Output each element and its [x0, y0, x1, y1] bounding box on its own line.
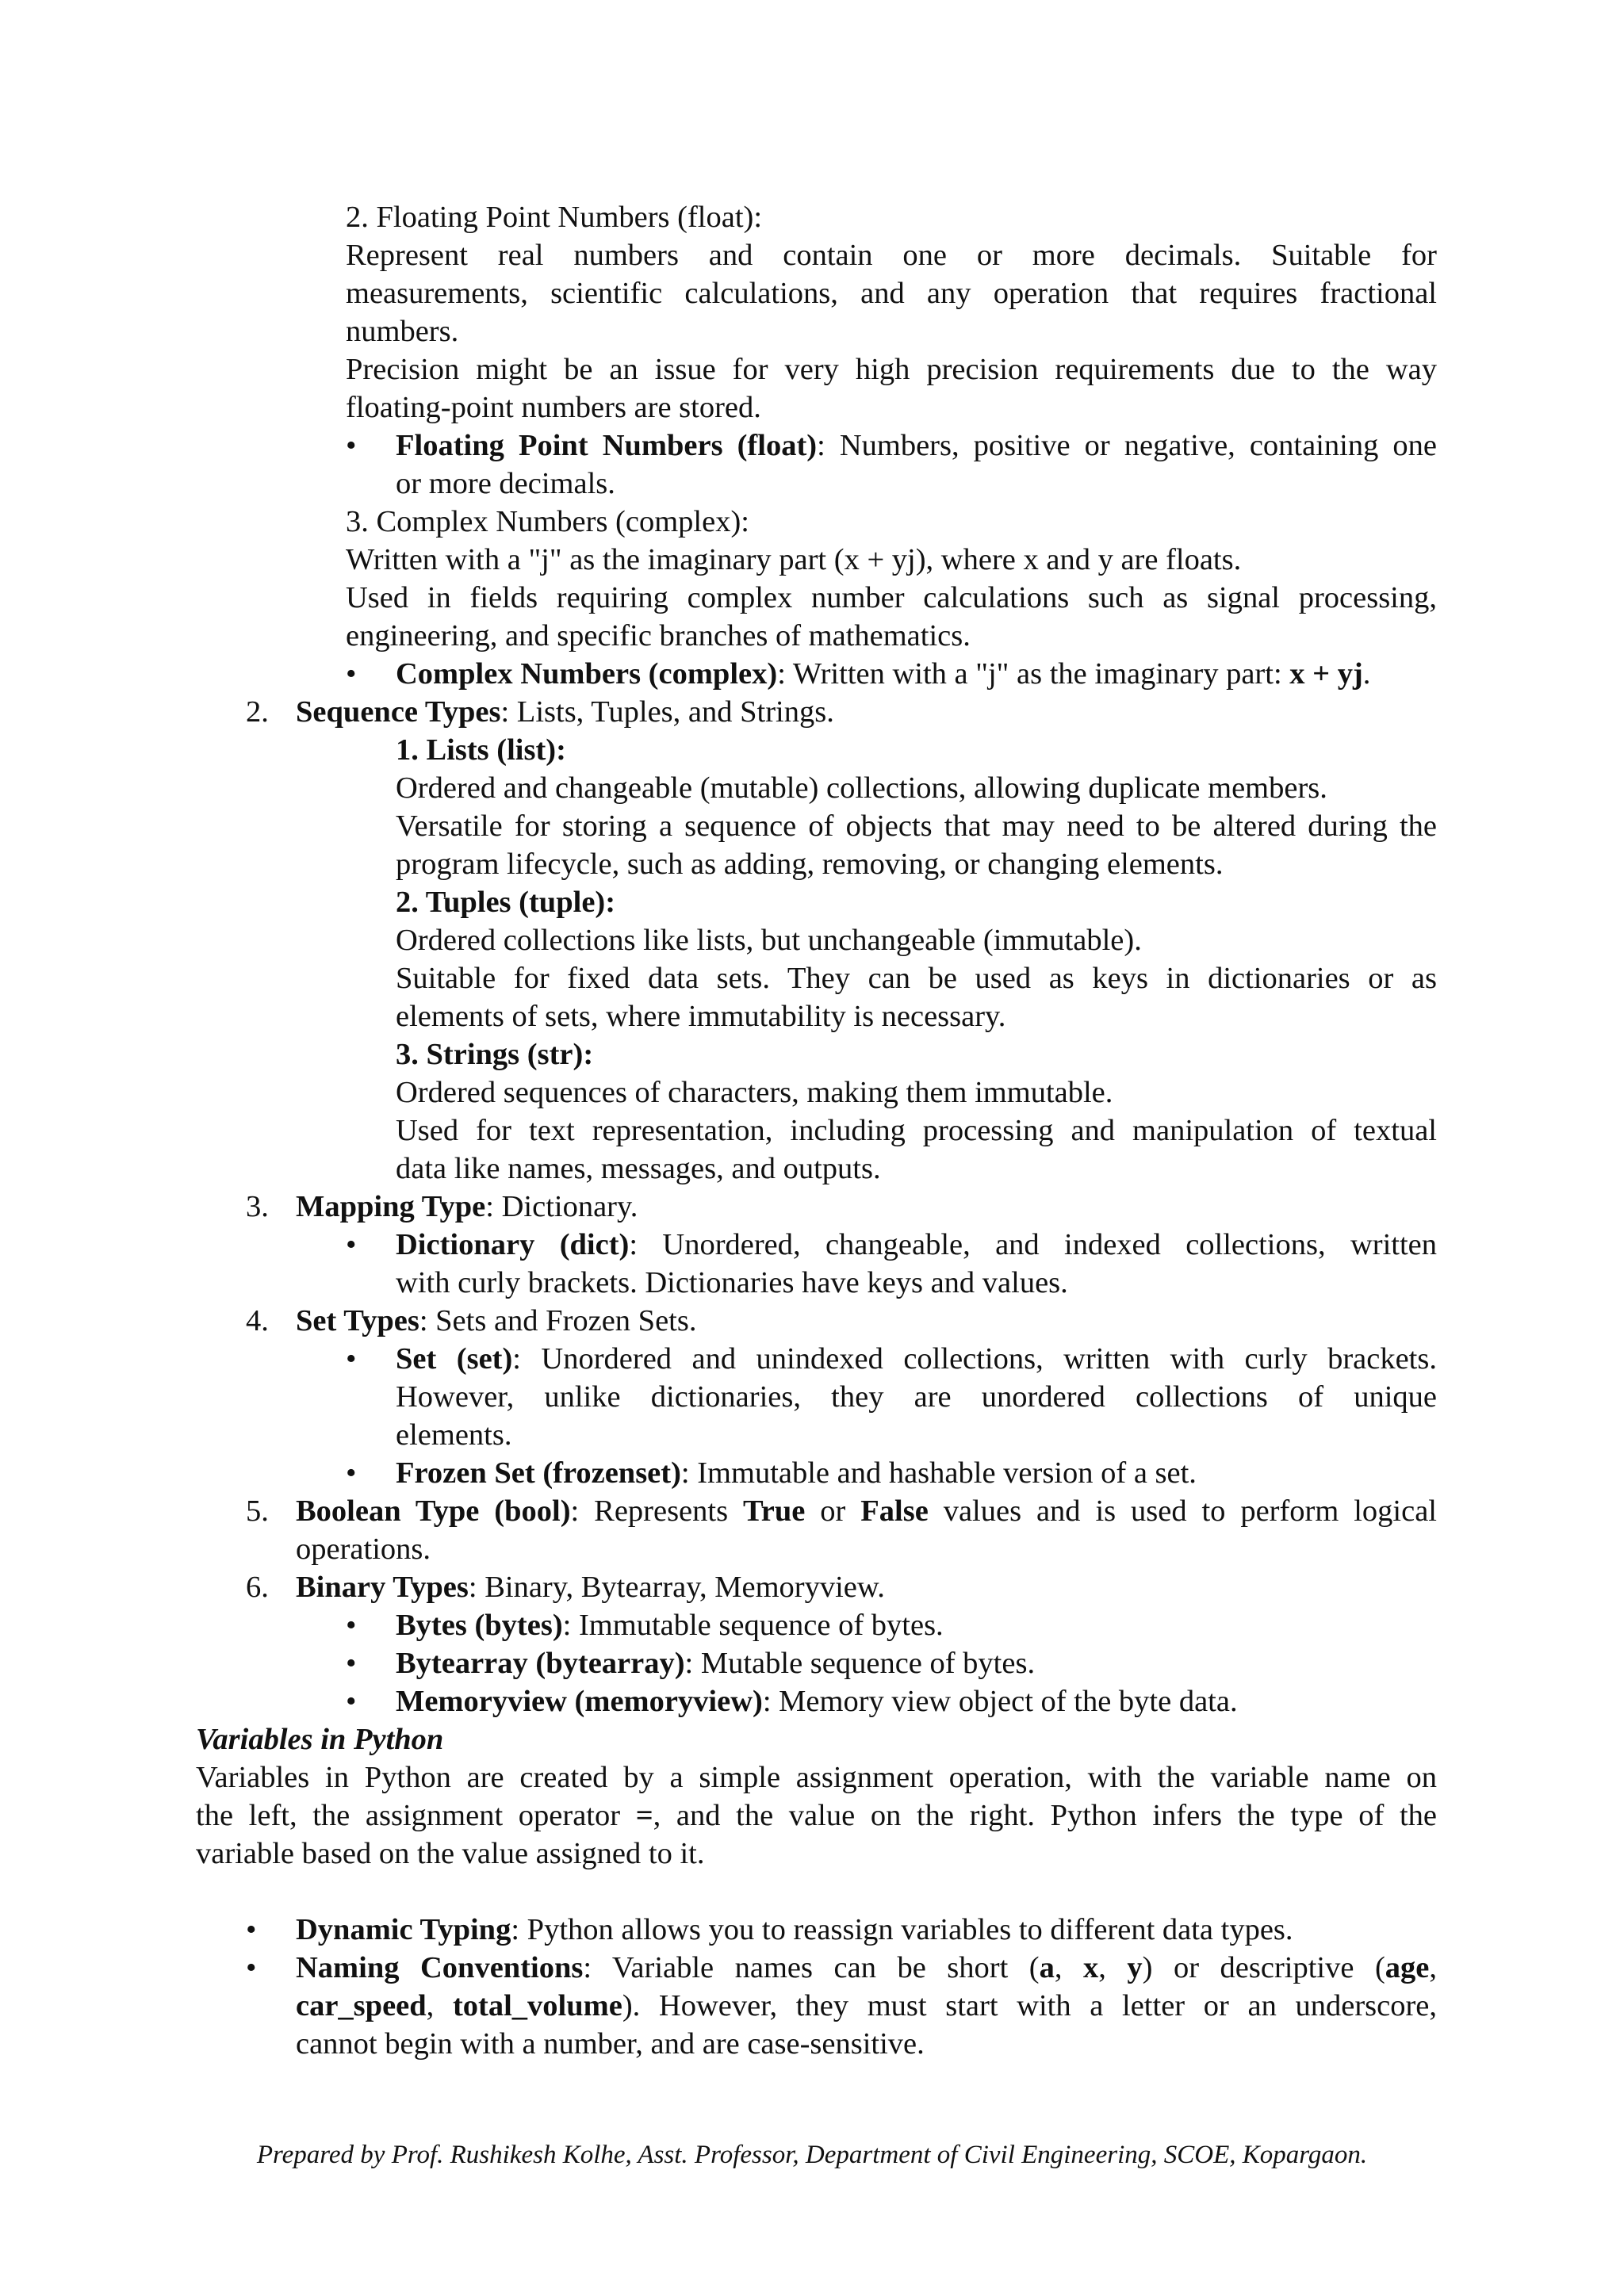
naming-conventions-line-1: [296, 1949, 1437, 1987]
tuples-line-1: Ordered collections like lists, but unchangeable (immutable).: [396, 924, 1142, 957]
strings-line-3: data like names, messages, and outputs.: [396, 1152, 881, 1185]
dynamic-typing-text: : Python allows you to reassign variables to different data types.: [511, 1913, 1293, 1946]
list-number: 5.: [246, 1494, 269, 1528]
dict-bullet-line-2: with curly brackets. Dictionaries have keys and values.: [396, 1266, 1068, 1299]
set-types-text: : Sets and Frozen Sets.: [419, 1304, 697, 1337]
float-desc-line-1: Represent real numbers and contain one or more decimals. Suitable for: [346, 239, 1437, 272]
sequence-types-line: [296, 693, 834, 731]
list-number: 2.: [246, 695, 269, 729]
float-desc-line-3: numbers.: [346, 315, 459, 348]
boolean-type-line-1: [296, 1492, 1437, 1530]
bullet-icon: •: [346, 429, 357, 462]
memoryview-bullet-line: [396, 1682, 1238, 1720]
complex-heading: 3. Complex Numbers (complex):: [346, 505, 749, 538]
float-bullet-text: : Numbers, positive or negative, containing one: [817, 429, 1437, 462]
variables-para-text-a: the left, the assignment operator: [196, 1799, 636, 1832]
example-a: a: [1039, 1951, 1055, 1984]
set-types-term: Set Types: [296, 1304, 419, 1337]
lists-heading: 1. Lists (list):: [396, 733, 566, 767]
lists-line-1: Ordered and changeable (mutable) collections, allowing duplicate members.: [396, 771, 1327, 805]
naming-text-a: : Variable names can be short (: [583, 1951, 1040, 1984]
set-bullet-line-2: However, unlike dictionaries, they are unordered collections of unique: [396, 1380, 1437, 1414]
variables-para-line-1: Variables in Python are created by a simple assignment operation, with the variable name on: [196, 1761, 1437, 1794]
binary-types-text: : Binary, Bytearray, Memoryview.: [468, 1571, 885, 1604]
separator: ,: [1098, 1951, 1128, 1984]
separator: ,: [1054, 1951, 1084, 1984]
naming-conventions-term: Naming Conventions: [296, 1951, 584, 1984]
complex-bullet-line: [396, 655, 1370, 693]
mapping-type-line: [296, 1188, 638, 1226]
set-bullet-line-3: elements.: [396, 1418, 512, 1452]
dynamic-typing-line: [296, 1911, 1293, 1949]
naming-conventions-line-3: cannot begin with a number, and are case-sensitive.: [296, 2027, 925, 2061]
memoryview-text: : Memory view object of the byte data.: [762, 1685, 1238, 1718]
strings-line-2: Used for text representation, including processing and manipulation of textual: [396, 1114, 1437, 1147]
set-bullet-term: Set (set): [396, 1342, 513, 1376]
bullet-icon: •: [346, 1647, 357, 1680]
frozenset-bullet-text: : Immutable and hashable version of a set.: [680, 1456, 1197, 1490]
naming-text-c: ). However, they must start with a letter or an underscore,: [622, 1989, 1437, 2022]
float-bullet-line-2: or more decimals.: [396, 467, 615, 500]
mapping-type-term: Mapping Type: [296, 1190, 486, 1223]
variables-para-line-2: [196, 1797, 1437, 1835]
boolean-text-b: or: [805, 1494, 861, 1528]
tuples-line-3: elements of sets, where immutability is necessary.: [396, 1000, 1006, 1033]
float-precision-line-2: floating-point numbers are stored.: [346, 391, 761, 424]
variables-para-line-3: variable based on the value assigned to it.: [196, 1837, 705, 1870]
boolean-text-a: : Represents: [570, 1494, 743, 1528]
bullet-icon: •: [346, 1456, 357, 1490]
example-x: x: [1083, 1951, 1099, 1984]
float-precision-line-1: Precision might be an issue for very high precision requirements due to the way: [346, 353, 1437, 386]
set-bullet-text: : Unordered and unindexed collections, written with curly brackets.: [512, 1342, 1437, 1376]
memoryview-term: Memoryview (memoryview): [396, 1685, 763, 1718]
naming-text-b: ) or descriptive (: [1142, 1951, 1385, 1984]
complex-bullet-end: .: [1362, 657, 1371, 691]
dict-bullet-text: : Unordered, changeable, and indexed collections, written: [629, 1228, 1437, 1261]
dict-bullet-term: Dictionary (dict): [396, 1228, 630, 1261]
bytes-bullet-line: [396, 1606, 944, 1644]
binary-types-term: Binary Types: [296, 1571, 469, 1604]
bytes-term: Bytes (bytes): [396, 1609, 563, 1642]
lists-line-3: program lifecycle, such as adding, removing, or changing elements.: [396, 848, 1224, 881]
list-number: 3.: [246, 1190, 269, 1223]
dynamic-typing-term: Dynamic Typing: [296, 1913, 511, 1946]
float-heading: 2. Floating Point Numbers (float):: [346, 201, 763, 234]
boolean-type-line-2: operations.: [296, 1533, 431, 1566]
bullet-icon: •: [346, 657, 357, 691]
sequence-types-text: : Lists, Tuples, and Strings.: [500, 695, 834, 729]
complex-usage-line-2: engineering, and specific branches of mathematics.: [346, 619, 971, 652]
example-y: y: [1127, 1951, 1143, 1984]
lists-line-2: Versatile for storing a sequence of objects that may need to be altered during the: [396, 809, 1437, 843]
float-desc-line-2: measurements, scientific calculations, and any operation that requires fractional: [346, 277, 1437, 310]
bytearray-bullet-line: [396, 1644, 1035, 1682]
bullet-icon: •: [346, 1685, 357, 1718]
bytearray-text: : Mutable sequence of bytes.: [684, 1647, 1036, 1680]
naming-conventions-line-2: [296, 1987, 1437, 2025]
false-keyword: False: [860, 1494, 929, 1528]
bullet-icon: •: [346, 1228, 357, 1261]
frozenset-bullet-line: [396, 1454, 1197, 1492]
set-types-line: [296, 1302, 697, 1340]
float-bullet-term: Floating Point Numbers (float): [396, 429, 818, 462]
separator: ,: [1429, 1951, 1438, 1984]
strings-heading: 3. Strings (str):: [396, 1038, 594, 1071]
separator: ,: [426, 1989, 453, 2022]
frozenset-bullet-term: Frozen Set (frozenset): [396, 1456, 681, 1490]
assignment-operator: =: [635, 1799, 653, 1832]
example-total-volume: total_volume: [452, 1989, 622, 2022]
page-footer: Prepared by Prof. Rushikesh Kolhe, Asst. Professor, Department of Civil Engineering, SCOE, Kopargaon.: [256, 2141, 1368, 2169]
dict-bullet-line-1: [396, 1226, 1437, 1264]
example-car-speed: car_speed: [296, 1989, 427, 2022]
binary-types-line: [296, 1568, 885, 1606]
complex-desc-line: Written with a "j" as the imaginary part (x + yj), where x and y are floats.: [346, 543, 1242, 576]
bullet-icon: •: [246, 1913, 257, 1946]
complex-bullet-term: Complex Numbers (complex): [396, 657, 778, 691]
complex-usage-line-1: Used in fields requiring complex number calculations such as signal processing,: [346, 581, 1437, 614]
set-bullet-line-1: [396, 1340, 1437, 1378]
bullet-icon: •: [246, 1951, 257, 1984]
complex-bullet-text: : Written with a "j" as the imaginary part:: [777, 657, 1290, 691]
boolean-type-term: Boolean Type (bool): [296, 1494, 571, 1528]
strings-line-1: Ordered sequences of characters, making them immutable.: [396, 1076, 1113, 1109]
complex-bullet-formula: x + yj: [1289, 657, 1363, 691]
tuples-line-2: Suitable for fixed data sets. They can be used as keys in dictionaries or as: [396, 962, 1437, 995]
bullet-icon: •: [346, 1609, 357, 1642]
variables-heading: Variables in Python: [196, 1723, 444, 1756]
float-bullet-line-1: [396, 427, 1437, 465]
list-number: 6.: [246, 1571, 269, 1604]
bullet-icon: •: [346, 1342, 357, 1376]
boolean-text-c: values and is used to perform logical: [928, 1494, 1437, 1528]
bytes-text: : Immutable sequence of bytes.: [562, 1609, 944, 1642]
list-number: 4.: [246, 1304, 269, 1337]
mapping-type-text: : Dictionary.: [485, 1190, 638, 1223]
sequence-types-term: Sequence Types: [296, 695, 501, 729]
variables-para-text-b: , and the value on the right. Python infers the type of the: [653, 1799, 1437, 1832]
bytearray-term: Bytearray (bytearray): [396, 1647, 685, 1680]
tuples-heading: 2. Tuples (tuple):: [396, 886, 616, 919]
true-keyword: True: [742, 1494, 806, 1528]
example-age: age: [1385, 1951, 1430, 1984]
